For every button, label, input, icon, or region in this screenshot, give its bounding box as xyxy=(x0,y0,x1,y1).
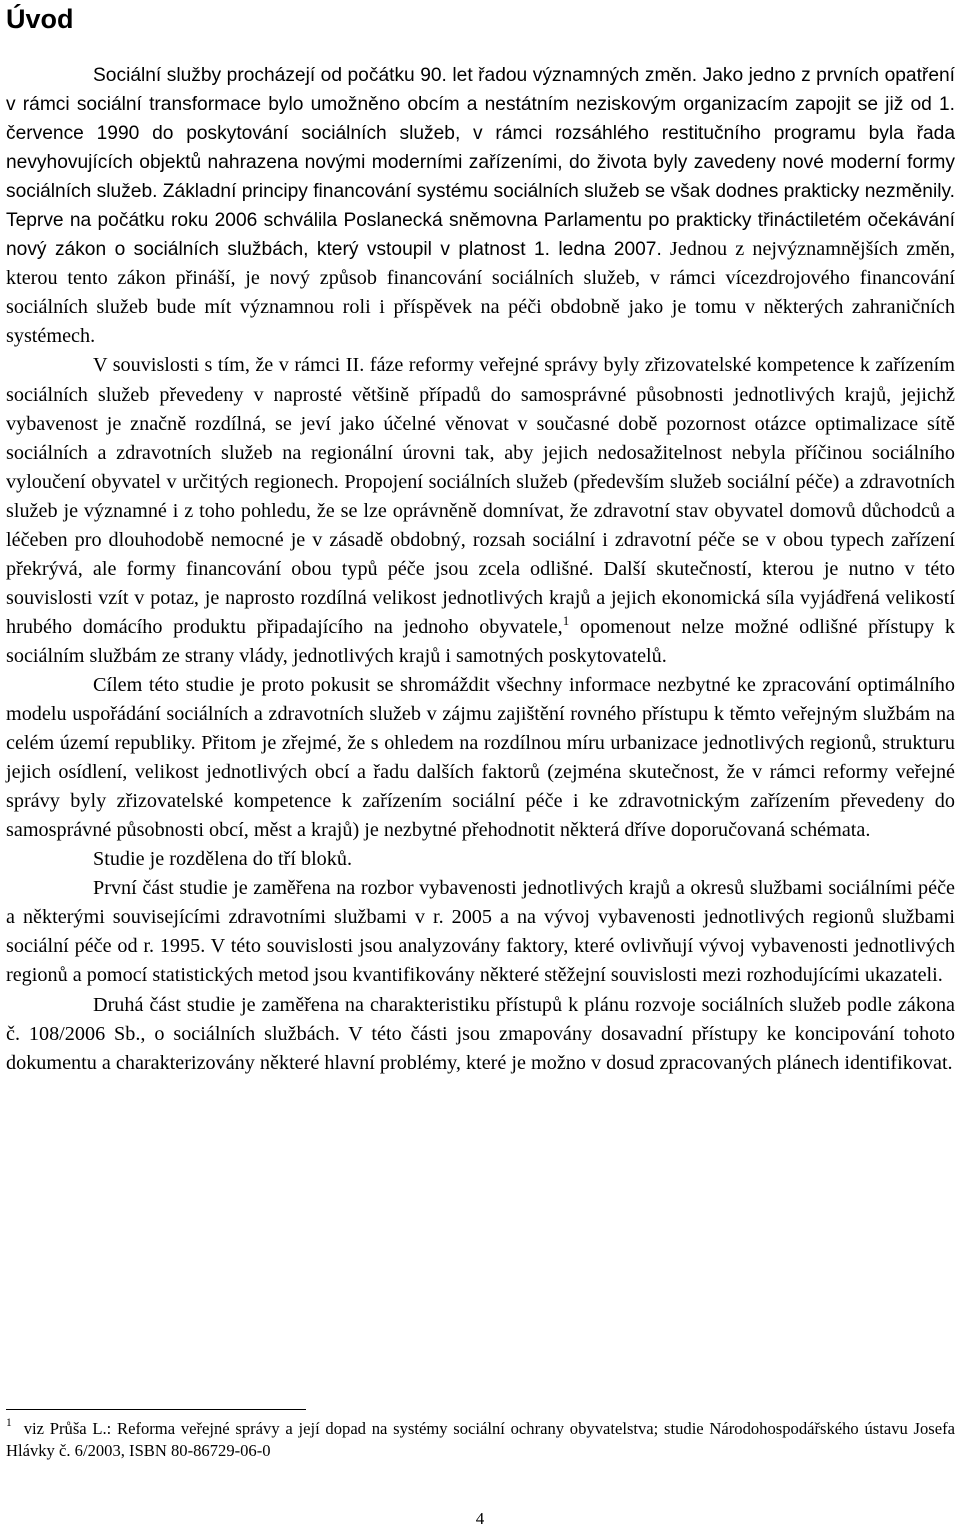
paragraph-5: První část studie je zaměřena na rozbor vybavenosti jednotlivých krajů a okresů službami sociálními péče a některými souvisejícími zdravotními službami v r. 2005 a na vývoj vybavenosti jednotlivých regionů službami sociální péče od r. 1995. V této souvislosti jsou analyzovány faktory, které ovlivňují vývoj vybavenosti jednotlivých regionů a pomocí statistických metod jsou kvantifikovány některé stěžejní souvislosti mezi rozhodujícími ukazateli. xyxy=(6,877,955,987)
paragraph-1-sans-part: Teprve na počátku roku 2006 schválila Poslanecká sněmovna Parlamentu po prakticky třináctiletém očekávání nový zákon o sociálních službách, který vstoupil v platnost 1. ledna 2007. xyxy=(6,210,955,261)
footnote-text: viz Průša L.: Reforma veřejné správy a její dopad na systémy sociální ochrany obyvatelstva; studie Národohospodářského ústavu Josefa Hlávky č. 6/2003, ISBN 80-86729-06-0 xyxy=(6,1419,955,1460)
paragraph-1 xyxy=(6,61,955,351)
footnote-separator xyxy=(6,1409,306,1410)
footnote xyxy=(6,1418,955,1462)
paragraph-6: Druhá část studie je zaměřena na charakteristiku přístupů k plánu rozvoje sociálních služeb podle zákona č. 108/2006 Sb., o sociálních službách. V této části jsou zmapovány dosavadní přístupy ke koncipování tohoto dokumentu a charakterizovány některé hlavní problémy, které je možno v dosud zpracovaných plánech identifikovat. xyxy=(6,993,955,1074)
paragraph-2-text: V souvislosti s tím, že v rámci II. fáze reformy veřejné správy byly zřizovatelské kompetence k zařízením sociálních služeb převedeny v naprosté většině případů do samosprávné působnosti jednotlivých krajů, jejichž vybavenost je značně rozdílná, se jeví jako účelné věnovat v současné době pozornost otázce optimalizace sítě sociálních a zdravotních služeb na regionální úrovni tak, aby jejich nedosažitelnost nebyla příčinou sociálního vyloučení obyvatel v určitých regionech. Propojení sociálních služeb (především služeb sociální péče) a zdravotních služeb je významné i z toho pohledu, že se lze oprávněně domnívat, že zdravotní stav obyvatel domovů důchodců a léčeben pro dlouhodobě nemocné je v zásadě obdobný, rozsah sociální i zdravotní péče se v obou typech zařízení překrývá, ale formy financování obou typů péče jsou zcela odlišné. Další skutečností, kterou je nutno v této souvislosti vzít v potaz, je naprosto rozdílná velikost jednotlivých krajů a jejich ekonomická síla vyjádřená velikostí hrubého domácího produktu připadajícího na jednoho obyvatele, xyxy=(6,354,955,638)
page-number: 4 xyxy=(475,1509,485,1528)
paragraph-1-serif-part: Jednou z nejvýznamnějších změn, kterou tento zákon přináší, je nový způsob financování sociálních služeb, v rámci vícezdrojového financování sociálních služeb bude mít významnou roli i příspěvek na péči obdobně jako je tomu v některých zahraničních systémech. xyxy=(6,238,955,348)
paragraph-3: Cílem této studie je proto pokusit se shromáždit všechny informace nezbytné ke zpracování optimálního modelu uspořádání sociálních a zdravotních služeb v zájmu zajištění rovného přístupu k těmto veřejným službám na celém území republiky. Přitom je zřejmé, že s ohledem na rozdílnou míru urbanizace jednotlivých regionů, strukturu jejich osídlení, velikost jednotlivých obcí a řadu dalších faktorů (zejména skutečnost, že v rámci reformy veřejné správy byly zřizovatelské kompetence k zařízením sociální péče i ke zdravotnickým zařízením převedeny do samosprávné působnosti obcí, měst a krajů) je nezbytné přehodnotit některá dříve doporučovaná schémata. xyxy=(6,673,955,842)
paragraph-1-sans-part: července 1990 do poskytování sociálních služeb, v rámci rozsáhlého restitučního programu byla řada nevyhovujících objektů nahrazena novými moderními zařízeními, do života byly zavedeny nové moderní formy sociálních služeb. Základní principy financování systému sociálních služeb se však dodnes prakticky nezměnily. xyxy=(6,123,955,203)
footnote-reference[interactable]: 1 xyxy=(562,612,570,628)
footnote-number: 1 xyxy=(6,1417,12,1429)
paragraph-2 xyxy=(6,351,955,671)
body-text xyxy=(6,61,955,1078)
paragraph-4: Studie je rozdělena do tří bloků. xyxy=(93,848,353,871)
paragraph-1-sans-part: Sociální služby procházejí od počátku 90. let řadou významných změn. Jako jedno z prvních opatření v rámci sociální transformace bylo umožněno obcím a nestátním neziskovým organizacím zapojit se již od 1. xyxy=(6,65,955,116)
page-heading: Úvod xyxy=(6,4,74,34)
paragraph-2-text-continued: opomenout nelze možné odlišné přístupy k sociálním službám ze strany vlády, jednotlivých krajů i samotných poskytovatelů. xyxy=(6,615,955,667)
